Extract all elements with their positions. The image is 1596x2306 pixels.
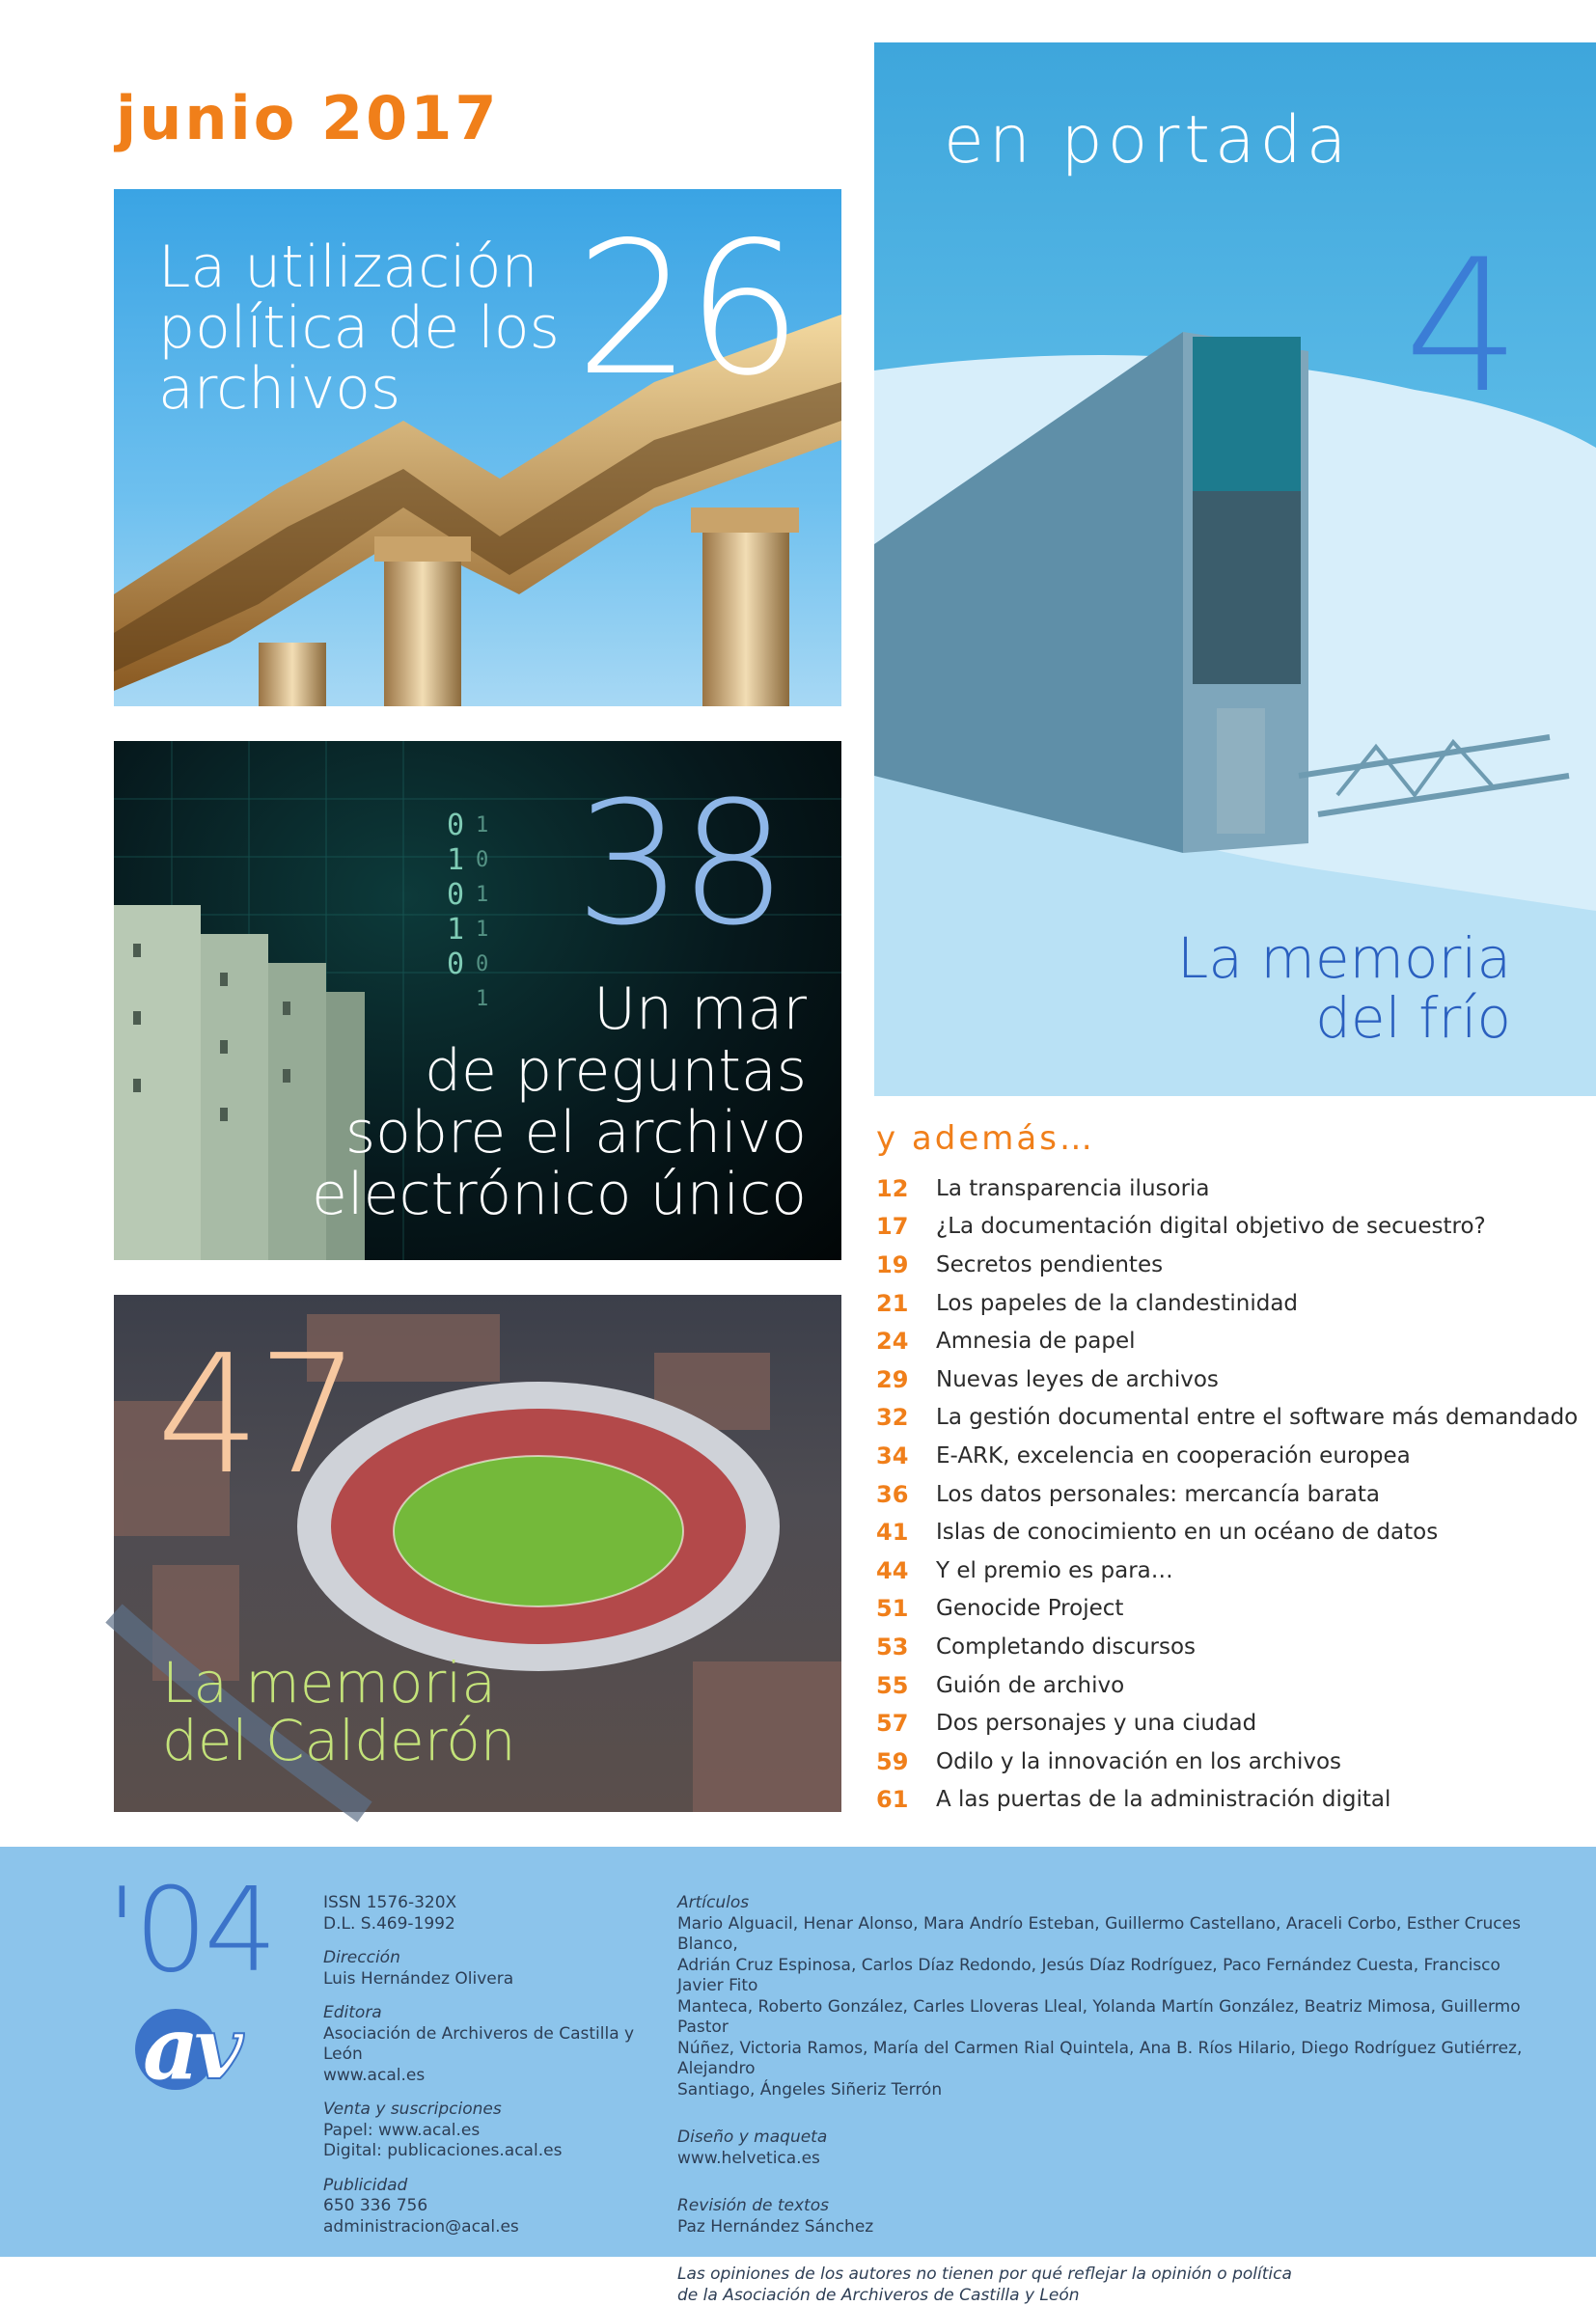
toc-page-number: 21 (876, 1289, 909, 1317)
toc-page-number: 12 (876, 1174, 909, 1202)
svg-text:a: a (143, 1997, 200, 2100)
feature-title: La memoria del Calderón (162, 1650, 516, 1773)
toc-item[interactable] (876, 1743, 1578, 1781)
toc-item[interactable] (876, 1704, 1578, 1743)
cover-story-panel[interactable] (874, 42, 1596, 1096)
cover-heading: en portada (944, 102, 1352, 178)
ademas-heading: y además… (876, 1119, 1095, 1158)
toc-item[interactable] (876, 1284, 1578, 1323)
email-link[interactable]: administracion@acal.es (323, 2216, 519, 2237)
toc-item[interactable] (876, 1781, 1578, 1820)
av-logo (125, 1991, 261, 2098)
toc-item[interactable] (876, 1666, 1578, 1705)
toc-page-number: 17 (876, 1213, 909, 1241)
toc-item[interactable] (876, 1246, 1578, 1284)
binary-column: 1 0 1 1 0 1 (476, 813, 489, 1011)
page-number: 26 (575, 203, 797, 416)
toc-page-number: 53 (876, 1633, 909, 1661)
toc-title: La transparencia ilusoria (936, 1175, 1210, 1201)
feature-panel-26[interactable] (114, 189, 841, 706)
toc-title: Islas de conocimiento en un océano de datos (936, 1520, 1439, 1546)
toc-page-number: 51 (876, 1595, 909, 1623)
toc-item[interactable] (876, 1590, 1578, 1629)
toc-title: Nuevas leyes de archivos (936, 1366, 1219, 1392)
toc-page-number: 29 (876, 1365, 909, 1393)
credits-column-right: Artículos Mario Alguacil, Henar Alonso, Mara Andrío Esteban, Guillermo Castellano, Araceli Corbo, Esther Cruces Blanco, Adrián Cruz Espinosa, Carlos Díaz Redondo, Jesús Díaz Rodríguez, Paco Fernández Cuesta, Francisco Javier Fito Manteca, Roberto González, Carles Lloveras Lleal, Yolanda Martín González, Beatriz Mimosa, Guillermo Pastor Núñez, Victoria Ramos, María del Carmen Rial Quintela, Ana B. Ríos Hilario, Diego Rodríguez Gutiérrez, Alejandro Santiago, Ángeles Siñeriz Terrón Diseño y maqueta www.helvetica.es Revisión de textos Paz Hernández Sánchez Las opiniones de los autores no tienen por qué reflejar la opinión o política de la Asociación de Archiveros de Castilla y León (677, 1893, 1527, 2306)
toc-page-number: 34 (876, 1441, 909, 1469)
toc-title: A las puertas de la administración digital (936, 1787, 1391, 1813)
feature-title: Un mar de preguntas sobre el archivo electrónico único (312, 975, 807, 1228)
toc-title: Y el premio es para… (936, 1557, 1173, 1583)
issue-date: junio 2017 (116, 83, 500, 153)
toc-page-number: 32 (876, 1404, 909, 1432)
toc-title: Completando discursos (936, 1633, 1197, 1660)
design-link[interactable]: www.helvetica.es (677, 2148, 820, 2168)
toc-item[interactable] (876, 1399, 1578, 1438)
toc-title: Los papeles de la clandestinidad (936, 1290, 1299, 1316)
toc-title: Genocide Project (936, 1596, 1124, 1622)
toc-item[interactable] (876, 1437, 1578, 1475)
toc-item[interactable] (876, 1169, 1578, 1208)
cover-title: La memoria del frío (1177, 925, 1511, 1051)
toc-item[interactable] (876, 1208, 1578, 1247)
toc-title: La gestión documental entre el software más demandado (936, 1405, 1579, 1431)
toc-list (876, 1169, 1578, 1819)
feature-panel-38[interactable] (114, 741, 841, 1260)
toc-item[interactable] (876, 1628, 1578, 1666)
toc-title: ¿La documentación digital objetivo de secuestro? (936, 1214, 1486, 1240)
toc-title: E-ARK, excelencia en cooperación europea (936, 1442, 1411, 1469)
toc-title: Guión de archivo (936, 1672, 1125, 1698)
toc-page-number: 55 (876, 1671, 909, 1699)
toc-page-number: 57 (876, 1710, 909, 1738)
page-number: 4 (1404, 220, 1521, 433)
toc-title: Los datos personales: mercancía barata (936, 1481, 1380, 1507)
svg-text:v: v (193, 1997, 244, 2100)
toc-title: Odilo y la innovación en los archivos (936, 1748, 1342, 1774)
toc-title: Amnesia de papel (936, 1329, 1136, 1355)
editora-link[interactable]: www.acal.es (323, 2065, 426, 2085)
binary-column: 0 1 0 1 0 (447, 809, 465, 981)
toc-title: Secretos pendientes (936, 1251, 1164, 1277)
feature-panel-47[interactable] (114, 1295, 841, 1812)
issue-number: '04 (106, 1864, 274, 1998)
toc-item[interactable] (876, 1322, 1578, 1360)
page-number: 47 (156, 1320, 358, 1511)
feature-title: La utilización política de los archivos (158, 233, 560, 423)
toc-item[interactable] (876, 1513, 1578, 1551)
toc-page-number: 19 (876, 1250, 909, 1278)
toc-item[interactable] (876, 1551, 1578, 1590)
toc-item[interactable] (876, 1360, 1578, 1399)
toc-page-number: 44 (876, 1556, 909, 1584)
toc-page-number: 61 (876, 1786, 909, 1814)
toc-page-number: 36 (876, 1480, 909, 1508)
page-number: 38 (575, 765, 784, 963)
toc-item[interactable] (876, 1475, 1578, 1514)
toc-page-number: 24 (876, 1328, 909, 1356)
toc-page-number: 41 (876, 1519, 909, 1547)
credits-column-left: ISSN 1576-320X D.L. S.469-1992 Dirección Luis Hernández Olivera Editora Asociación de Archiveros de Castilla y León www.acal.es Venta y suscripciones Papel: www.acal.es Digital: publicaciones.acal.es Publicidad 650 336 756 administracion@acal.es (323, 1893, 671, 2237)
toc-page-number: 59 (876, 1747, 909, 1775)
credits-footer (0, 1847, 1596, 2305)
toc-title: Dos personajes y una ciudad (936, 1711, 1257, 1737)
